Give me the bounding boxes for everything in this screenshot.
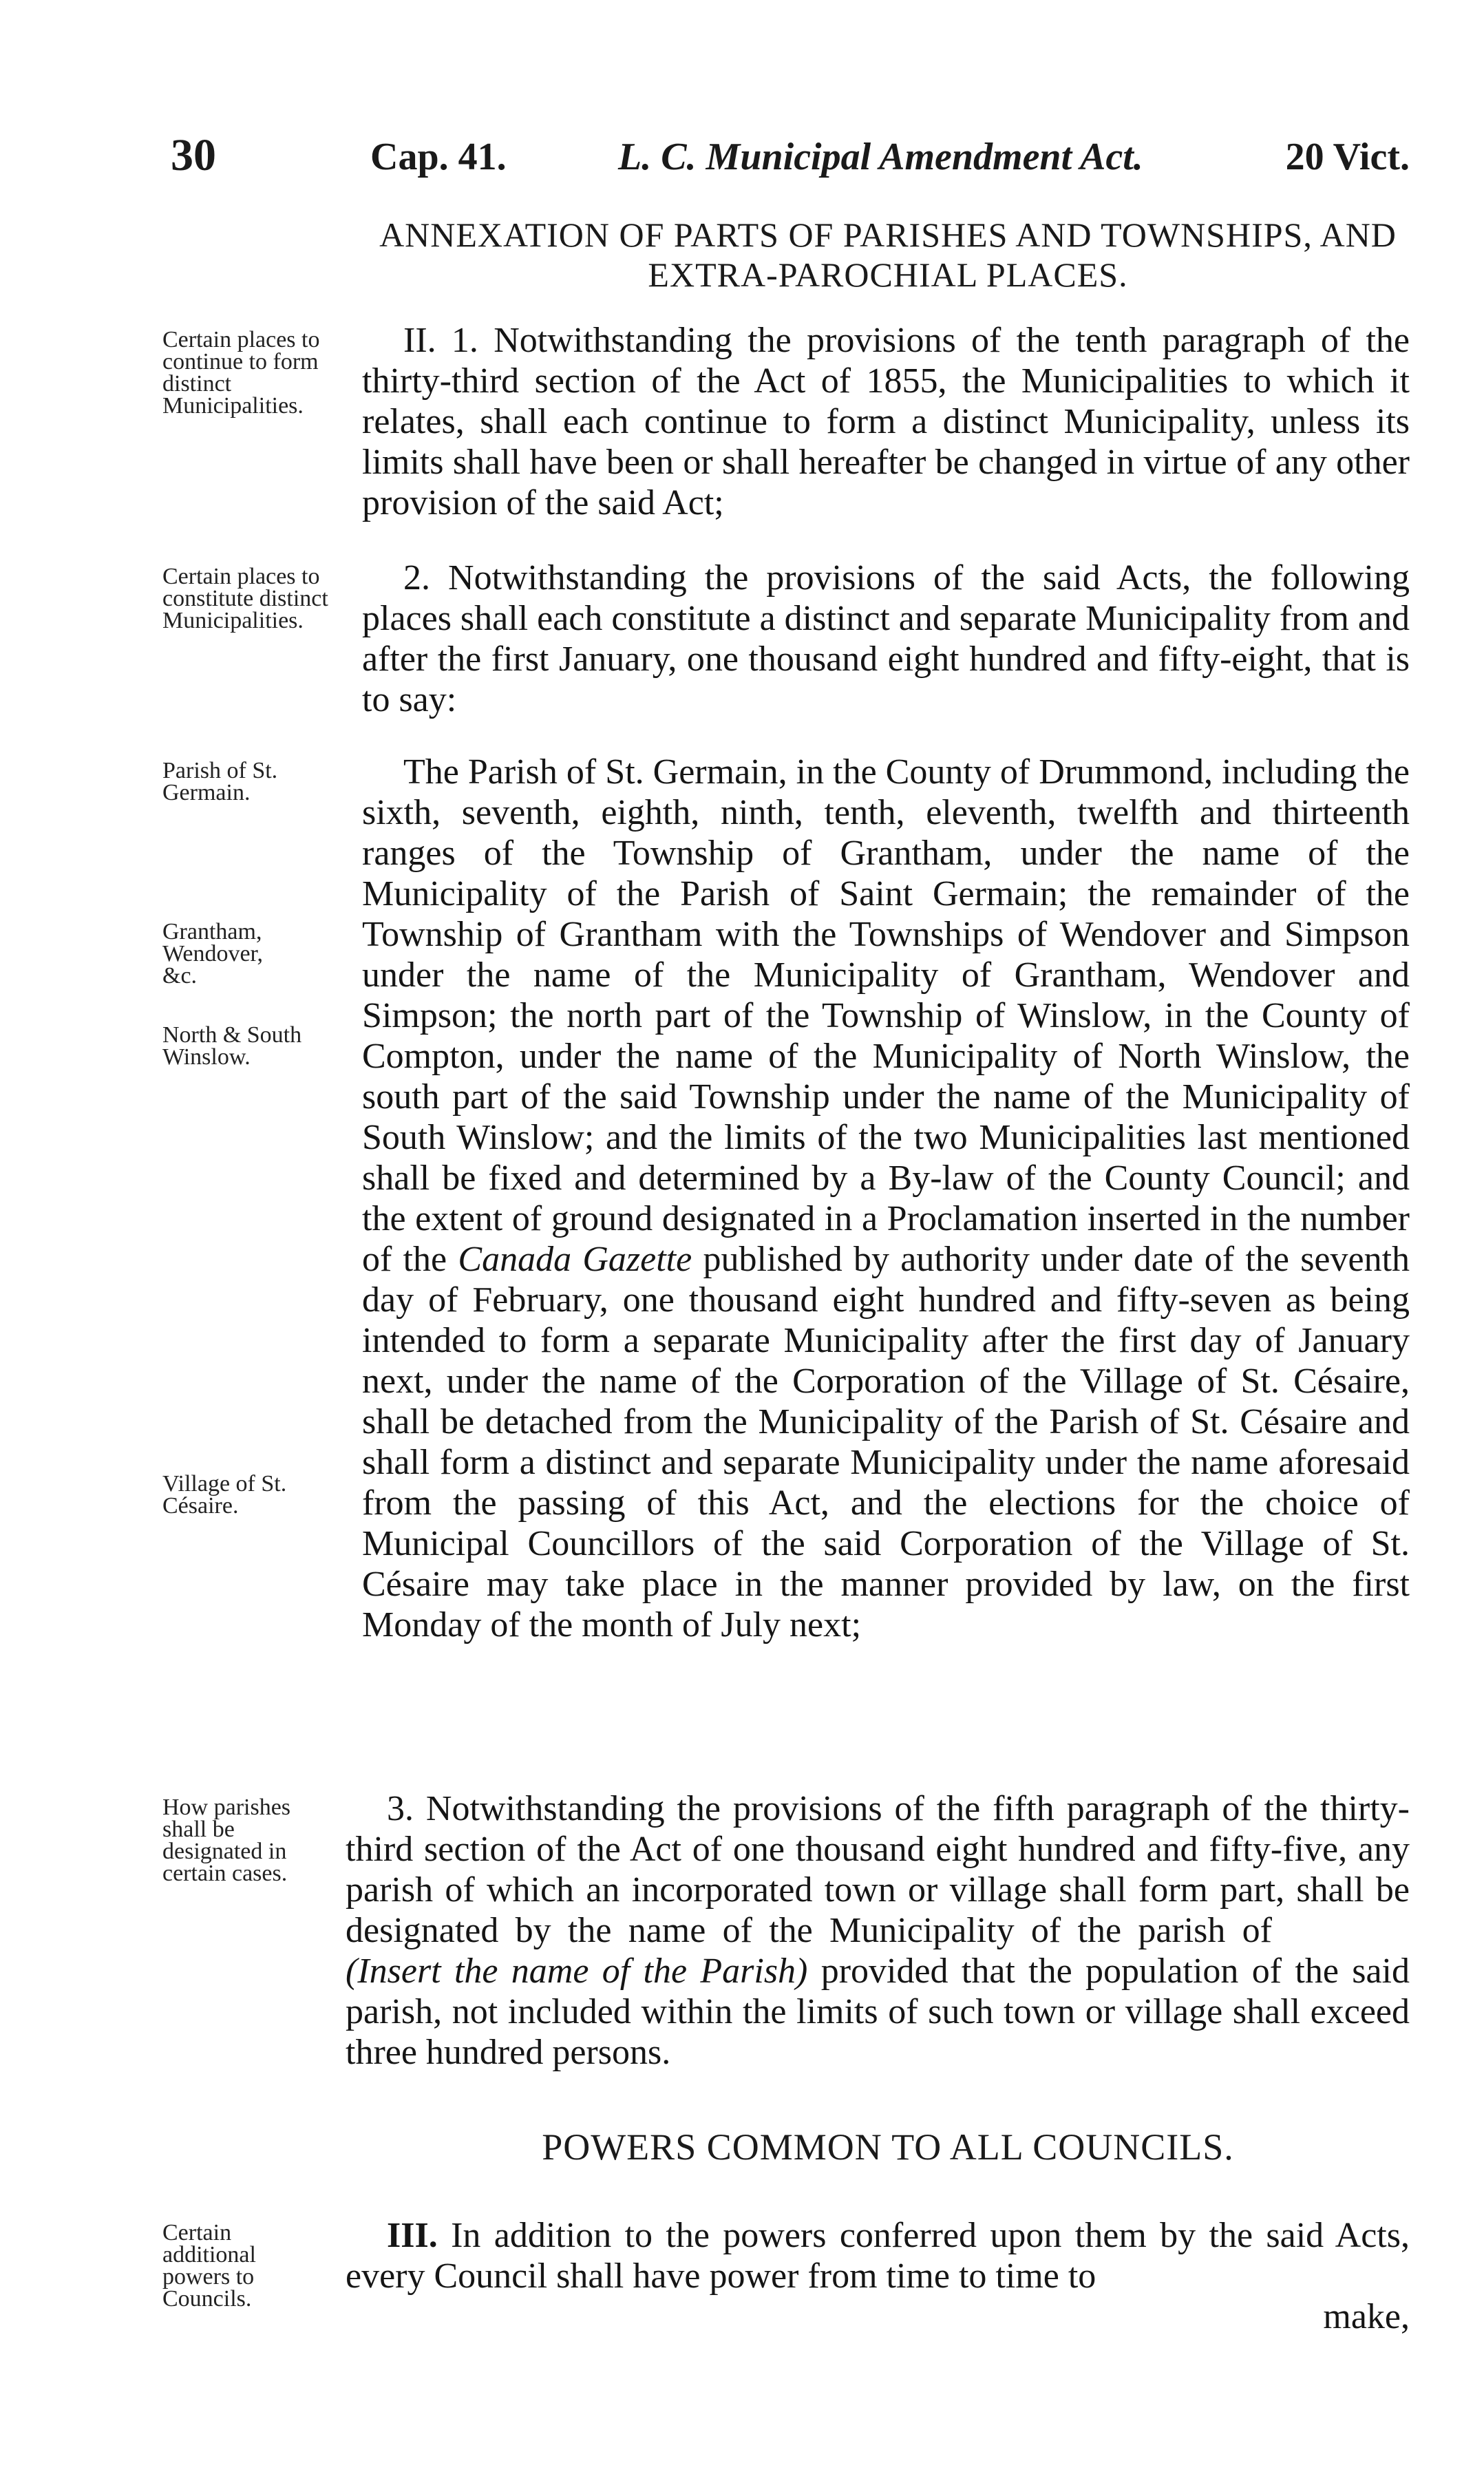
paragraph-st-germain <box>362 752 1410 1645</box>
margin-note-parishes: How parishes shall be designated in certain cases. <box>162 1795 291 1886</box>
catchword: make, <box>1323 2297 1410 2336</box>
paragraph-text: The Parish of St. Germain, in the County of Drummond, including the sixth, seventh, eighth, ninth, tenth, eleventh, twelfth and thirteenth ranges of the Township of Grantham, under the name of the Municipality of the Parish of Saint Germain; the remainder of the Township of Grantham with the Townships of Wendover and Simpson under the name of the Municipality of Grantham, Wendover and Simpson; the north part of the Township of Winslow, in the County of Compton, under the name of the Municipality of North Winslow, the south part of the said Township under the name of the Municipality of South Winslow; and the limits of the two Municipalities last mentioned shall be fixed and determined by a By-law of the County Council; and the extent of ground designated in a Proclamation inserted in the number of the <box>362 752 1410 1279</box>
section-number: 2. <box>403 558 430 598</box>
heading-powers: POWERS COMMON TO ALL COUNCILS. <box>542 2126 1234 2168</box>
regnal-year: 20 Vict. <box>1285 136 1410 178</box>
margin-note-constitute: Certain places to constitute distinct Municipalities. <box>162 564 328 633</box>
margin-note-winslow: North & South Winslow. <box>162 1022 302 1070</box>
paragraph-text: Notwithstanding the provisions of the said Acts, the following places shall each constitute a distinct and separate Municipality from and after the first January, one thousand eight hundred and fifty-eight, that is to say: <box>362 558 1410 719</box>
section-number: II. 1. <box>403 321 478 360</box>
margin-note-st-germain: Parish of St. Germain. <box>162 758 278 805</box>
section-3 <box>346 2215 1410 2337</box>
chapter-label: Cap. 41. <box>370 136 507 178</box>
section-2-3 <box>346 1788 1410 2073</box>
paragraph-text: published by authority under date of the seventh day of February, one thousand eight hundred and fifty-seven as being intended to form a separate Municipality after the first day of January next, under the name of the Corporation of the Village of St. Césaire, shall be detached from the Municipality of the Parish of St. Césaire and shall form a distinct and separate Municipality under the name aforesaid from the passing of this Act, and the elections for the choice of Municipal Councillors of the said Corporation of the Village of St. Césaire may take place in the manner provided by law, on the first Monday of the month of July next; <box>362 1240 1410 1645</box>
running-title: L. C. Municipal Amendment Act. <box>618 136 1143 178</box>
insert-name-placeholder: (Insert the name of the Parish) <box>346 1952 808 1991</box>
margin-note-additional-powers: Certain additional powers to Councils. <box>162 2220 256 2312</box>
section-2-2 <box>362 558 1410 720</box>
section-number: 3. <box>387 1789 414 1828</box>
running-header <box>171 130 1410 197</box>
canada-gazette-title: Canada Gazette <box>458 1240 692 1279</box>
margin-note-grantham: Grantham, Wendover, &c. <box>162 919 264 988</box>
paragraph-text: In addition to the powers conferred upon them by the said Acts, every Council shall have power from time to time to <box>346 2216 1410 2296</box>
page-number: 30 <box>171 130 216 180</box>
section-number: III. <box>387 2216 438 2255</box>
heading-annexation: ANNEXATION OF PARTS OF PARISHES AND TOWNSHIPS, AND EXTRA-PAROCHIAL PLACES. <box>379 215 1397 294</box>
margin-note-st-cesaire: Village of St. Césaire. <box>162 1471 287 1519</box>
section-2-1 <box>362 320 1410 523</box>
paragraph-text: Notwithstanding the provisions of the fifth paragraph of the thirty-third section of the Act of one thousand eight hundred and fifty-five, any parish of which an incorporated town or village shall form part, shall be designated by the name of the Municipality of the parish of <box>346 1789 1410 1950</box>
margin-note-continue: Certain places to continue to form distinct Municipalities. <box>162 327 320 419</box>
paragraph-text: provided that the population of the said parish, not included within the limits of such town or village shall exceed three hundred persons. <box>346 1952 1410 2072</box>
paragraph-text: Notwithstanding the provisions of the tenth paragraph of the thirty-third section of the Act of 1855, the Municipalities to which it relates, shall each continue to form a distinct Municipality, unless its limits shall have been or shall hereafter be changed in virtue of any other provision of the said Act; <box>362 321 1410 522</box>
